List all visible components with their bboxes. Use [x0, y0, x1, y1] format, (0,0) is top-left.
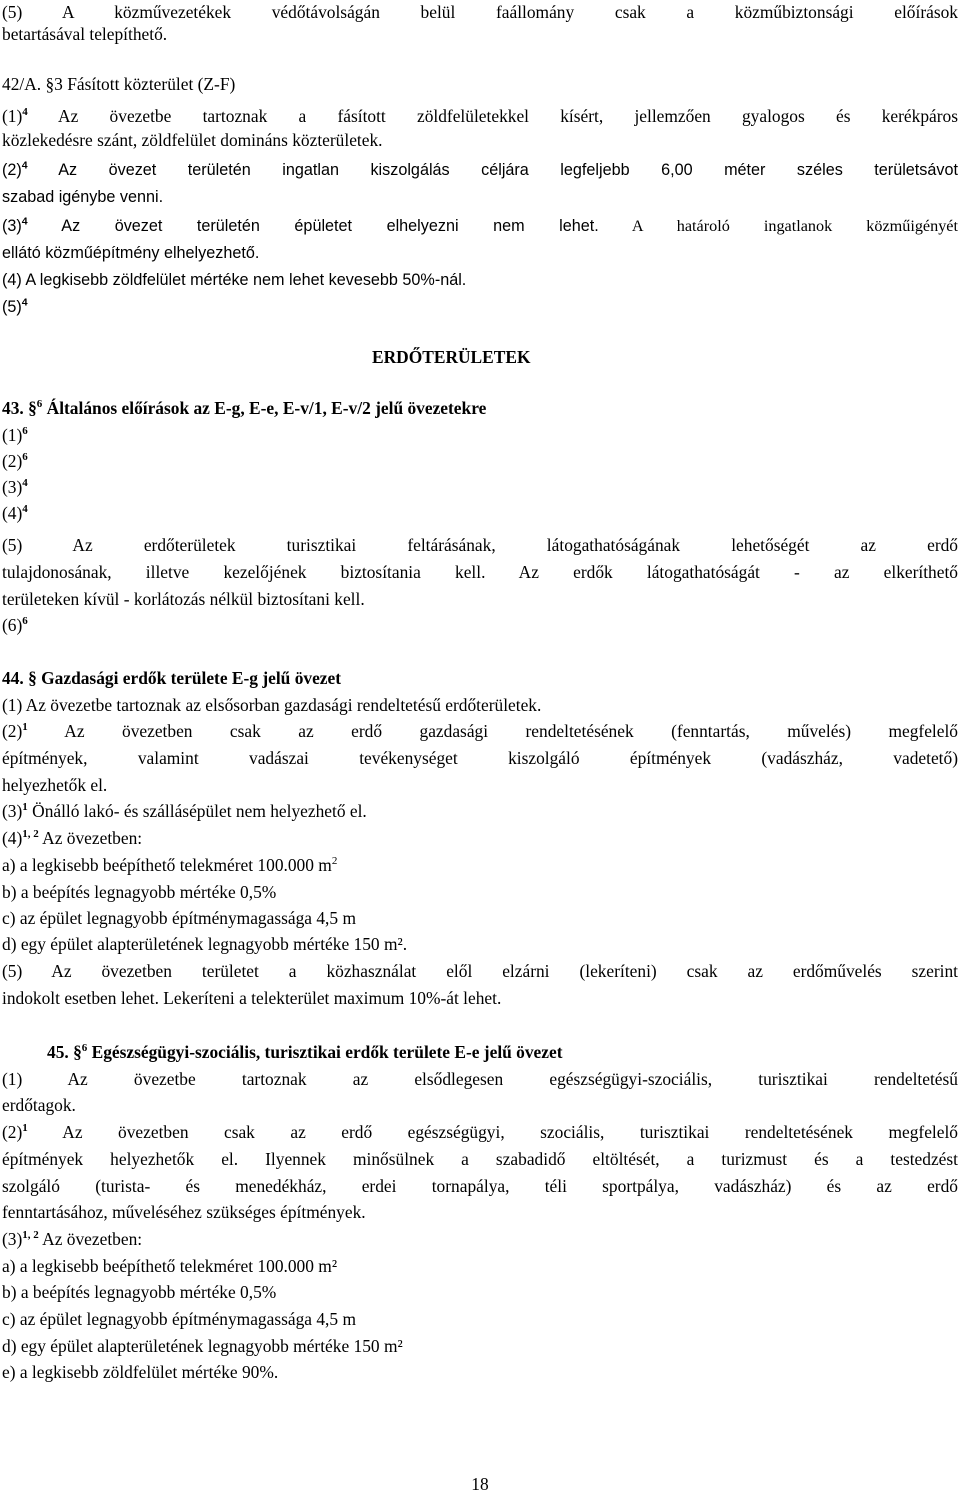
section-title: Általános előírások az E-g, E-e, E-v/1, E-v/2 jelű övezetekre: [42, 398, 487, 418]
section-heading: [2, 668, 958, 688]
paragraph-text: Az övezetben csak az erdő egészségügyi, szociális, turisztikai rendeltetésének megfelelő: [27, 1122, 958, 1142]
superscript: 2: [331, 855, 338, 868]
paragraph-line: [2, 615, 958, 635]
paragraph-line: építmények helyezhetők el. Ilyennek minősülnek a szabadidő eltöltését, a turizmust és a testedzést: [2, 1149, 958, 1169]
paragraph-line: fenntartásához, műveléséhez szükséges építmények.: [2, 1202, 366, 1222]
paragraph-number: (3): [2, 1229, 23, 1249]
list-item-text: a) a legkisebb beépíthető telekméret 100.000 m: [2, 855, 332, 875]
paragraph-number: (6): [2, 615, 23, 635]
list-item: d) egy épület alapterületének legnagyobb mértéke 150 m².: [2, 934, 408, 954]
section-number: 44. §: [2, 668, 37, 688]
paragraph-text: Az övezet területén épületet elhelyezni nem lehet.: [27, 217, 599, 235]
paragraph-number: (4): [2, 503, 23, 523]
paragraph-number: (2): [2, 1122, 23, 1142]
list-item: c) az épület legnagyobb építménymagassága 4,5 m: [2, 908, 356, 928]
paragraph-line: szolgáló (turista- és menedékház, erdei tornapálya, téli sportpálya, vadászház) és az erdő: [2, 1176, 958, 1196]
footnote-ref: 4: [21, 215, 28, 228]
document-page: [2, 0, 958, 1495]
paragraph-line: [2, 828, 958, 848]
footnote-ref: 1: [22, 1122, 28, 1135]
paragraph-line: erdőtagok.: [2, 1095, 76, 1115]
list-item: [2, 855, 958, 875]
footnote-ref: 6: [81, 1042, 88, 1055]
paragraph-line: ellátó közműépítmény elhelyezhető.: [2, 244, 260, 262]
paragraph-number: (4): [2, 828, 23, 848]
section-title: Egészségügyi-szociális, turisztikai erdők területe E-e jelű övezet: [87, 1042, 563, 1062]
paragraph-text: A határoló ingatlanok közműigényét: [598, 217, 958, 235]
list-item: b) a beépítés legnagyobb mértéke 0,5%: [2, 1282, 277, 1302]
paragraph-number: (5): [2, 298, 22, 316]
paragraph-line: szabad igénybe venni.: [2, 188, 164, 206]
page-number: 18: [471, 1474, 489, 1494]
chapter-title: ERDŐTERÜLETEK: [372, 347, 531, 367]
paragraph-number: (3): [2, 801, 23, 821]
section-title: Gazdasági erdők területe E-g jelű övezet: [36, 668, 342, 688]
list-item: e) a legkisebb zöldfelület mértéke 90%.: [2, 1362, 279, 1382]
paragraph-line: betartásával telepíthető.: [2, 24, 168, 44]
paragraph-text: Az övezetben:: [38, 1229, 143, 1249]
paragraph-text: Önálló lakó- és szállásépület nem helyezhető el.: [27, 801, 367, 821]
footnote-ref: 1: [22, 801, 28, 814]
paragraph-line: építmények, valamint vadászai tevékenységet kiszolgáló építmények (vadászház, vadetető): [2, 748, 958, 768]
paragraph-line: (1) Az övezetbe tartoznak az elsődlegesen egészségügyi-szociális, turisztikai rendeltetésű: [2, 1069, 958, 1089]
paragraph-line: (1) Az övezetbe tartoznak az elsősorban gazdasági rendeltetésű erdőterületek.: [2, 695, 542, 715]
list-item: c) az épület legnagyobb építménymagassága 4,5 m: [2, 1309, 356, 1329]
paragraph-line: (5) Az erdőterületek turisztikai feltárásának, látogathatóságának lehetőségét az erdő: [2, 535, 958, 555]
footnote-ref: 4: [22, 106, 28, 119]
paragraph-text: Az övezetben csak az erdő gazdasági rendeltetésének (fenntartás, művelés) megfelelő: [27, 721, 958, 741]
paragraph-line: (4) A legkisebb zöldfelület mértéke nem lehet kevesebb 50%-nál.: [2, 271, 467, 289]
paragraph-line: [2, 477, 958, 497]
paragraph-line: (5) A közművezetékek védőtávolságán belül faállomány csak a közműbiztonsági előírások: [2, 2, 958, 22]
footnote-ref: 1, 2: [22, 828, 39, 841]
footnote-ref: 6: [22, 425, 28, 438]
list-item: b) a beépítés legnagyobb mértéke 0,5%: [2, 882, 277, 902]
section-number: 45. §: [47, 1042, 82, 1062]
paragraph-line: [2, 160, 958, 180]
paragraph-line: [2, 216, 958, 236]
paragraph-line: [2, 297, 958, 317]
section-heading: [47, 1042, 958, 1062]
footnote-ref: 6: [22, 451, 28, 464]
paragraph-line: területeken kívül - korlátozás nélkül biztosítani kell.: [2, 589, 365, 609]
paragraph-text: Az övezetben:: [38, 828, 143, 848]
paragraph-line: [2, 451, 958, 471]
paragraph-number: (1): [2, 425, 23, 445]
footnote-ref: 1, 2: [22, 1229, 39, 1242]
paragraph-line: [2, 425, 958, 445]
list-item: a) a legkisebb beépíthető telekméret 100.000 m²: [2, 1256, 338, 1276]
footnote-ref: 4: [22, 477, 28, 490]
footnote-ref: 6: [36, 398, 43, 411]
paragraph-line: [2, 503, 958, 523]
footnote-ref: 4: [21, 296, 28, 309]
paragraph-number: (2): [2, 161, 22, 179]
paragraph-line: tulajdonosának, illetve kezelőjének biztosítania kell. Az erdők látogathatóságát - az elkeríthető: [2, 562, 958, 582]
section-heading: 42/A. §3 Fásított közterület (Z-F): [2, 74, 236, 94]
paragraph-line: [2, 801, 958, 821]
paragraph-number: (3): [2, 217, 22, 235]
paragraph-text: Az övezetbe tartoznak a fásított zöldfelületekkel kísért, jellemzően gyalogos és kerékpáros: [27, 106, 958, 126]
paragraph-line: [2, 1122, 958, 1142]
paragraph-number: (3): [2, 477, 23, 497]
footnote-ref: 1: [22, 721, 28, 734]
section-number: 43. §: [2, 398, 37, 418]
section-heading: [2, 398, 958, 418]
paragraph-line: [2, 1229, 958, 1249]
paragraph-line: közlekedésre szánt, zöldfelület domináns közterületek.: [2, 130, 383, 150]
paragraph-line: indokolt esetben lehet. Lekeríteni a telekterület maximum 10%-át lehet.: [2, 988, 502, 1008]
paragraph-text: Az övezet területén ingatlan kiszolgálás céljára legfeljebb 6,00 méter széles területsávot: [27, 161, 958, 179]
list-item: d) egy épület alapterületének legnagyobb mértéke 150 m²: [2, 1336, 403, 1356]
paragraph-line: helyezhetők el.: [2, 775, 108, 795]
paragraph-number: (1): [2, 106, 23, 126]
paragraph-line: [2, 721, 958, 741]
footnote-ref: 6: [22, 615, 28, 628]
paragraph-line: (5) Az övezetben területet a közhasználat elől elzárni (lekeríteni) csak az erdőművelés szerint: [2, 961, 958, 981]
paragraph-line: [2, 106, 958, 126]
footnote-ref: 4: [22, 503, 28, 516]
paragraph-number: (2): [2, 451, 23, 471]
footnote-ref: 4: [21, 159, 28, 172]
paragraph-number: (2): [2, 721, 23, 741]
